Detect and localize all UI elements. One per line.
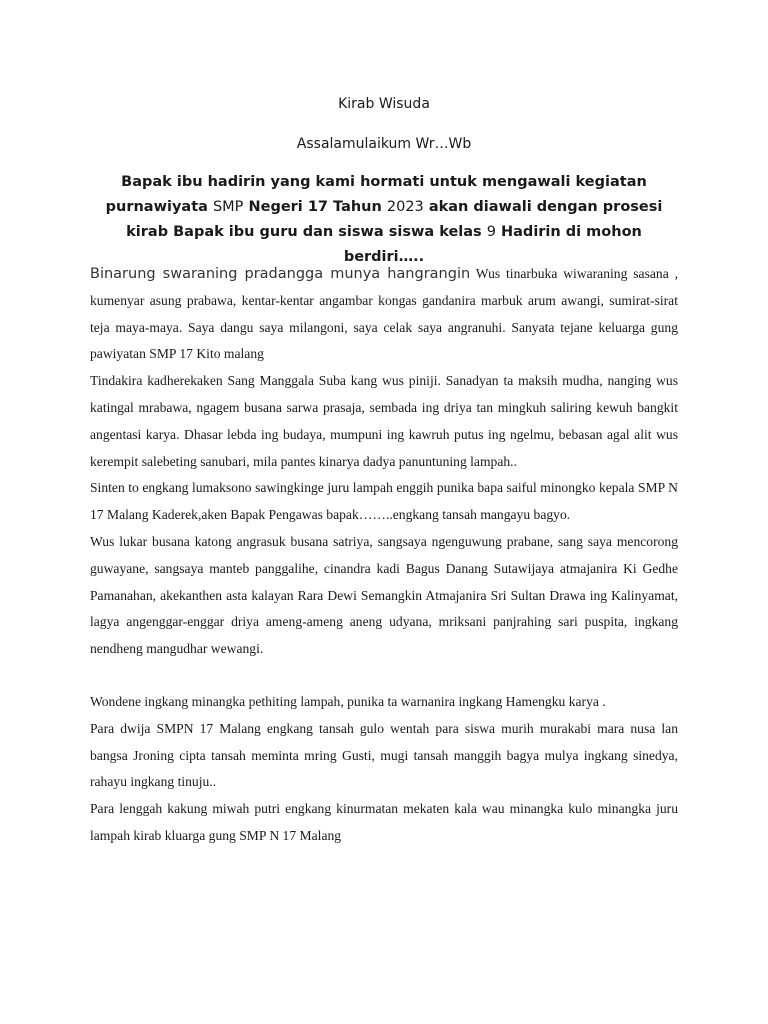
paragraph-1-text: Wus tinarbuka wiwaraning sasana , kumenyar asung prabawa, kentar-kentar angambar kongas gandanira marbuk arum awangi, sumirat-sirat teja maya-maya. Saya dangu saya milangoni, saya celak saya angranuhi. Sanyata tejane keluarga gung pawiyatan SMP 17 Kito malang xyxy=(90,266,678,362)
narration-body xyxy=(90,261,678,850)
document-title: Kirab Wisuda xyxy=(338,96,430,112)
greeting: Assalamulaikum Wr…Wb xyxy=(296,136,472,152)
intro-grade: 9 xyxy=(486,224,496,240)
paragraph-spacer xyxy=(90,663,678,689)
intro-text-3: akan diawali dengan prosesi kirab Bapak ibu guru dan siswa siswa kelas xyxy=(126,199,663,240)
intro-text-2: Negeri 17 Tahun xyxy=(243,199,387,215)
lead-phrase: Binarung swaraning pradangga munya hangrangin xyxy=(90,266,471,282)
intro-text-1: Bapak ibu hadirin yang kami hormati untuk mengawali kegiatan purnawiyata xyxy=(105,174,647,215)
intro-year: 2023 xyxy=(386,199,424,215)
paragraph-7: Para lenggah kakung miwah putri engkang kinurmatan mekaten kala wau minangka kulo minangka juru lampah kirab kluarga gung SMP N 17 Malang xyxy=(90,801,678,843)
paragraph-5: Wondene ingkang minangka pethiting lampah, punika ta warnanira ingkang Hamengku karya . xyxy=(90,693,606,709)
intro-paragraph xyxy=(86,170,682,270)
paragraph-1 xyxy=(90,261,678,368)
paragraph-4: Wus lukar busana katong angrasuk busana satriya, sangsaya ngenguwung prabane, sang saya mencorong guwayane, sangsaya manteb panggalihe, cinandra kadi Bagus Danang Sutawijaya atmajanira Ki Gedhe Pamanahan, akekanthen asta kalayan Rara Dewi Semangkin Atmajanira Sri Sultan Drawa ing Kalinyamat, lagya angenggar-enggar driya ameng-ameng aneng udyana, mriksani panjrahing sari puspita, ingkang nendheng mangudhar wewangi. xyxy=(90,533,678,657)
intro-smp: SMP xyxy=(212,199,244,215)
intro-text-4: Hadirin di mohon berdiri….. xyxy=(343,224,642,265)
paragraph-3: Sinten to engkang lumaksono sawingkinge juru lampah enggih punika bapa saiful minongko kepala SMP N 17 Malang Kaderek,aken Bapak Pengawas bapak……..engkang tansah mangayu bagyo. xyxy=(90,480,678,523)
paragraph-6: Para dwija SMPN 17 Malang engkang tansah gulo wentah para siswa murih murakabi mara nusa lan bangsa Jroning cipta tansah meminta mring Gusti, mugi tansah manggih bagya mulya ingkang sinedya, rahayu ingkang tinuju.. xyxy=(90,720,678,790)
paragraph-2: Tindakira kadherekaken Sang Manggala Suba kang wus piniji. Sanadyan ta maksih mudha, nanging wus katingal mrabawa, ngagem busana sarwa prasaja, sembada ing driya tan mingkuh saliring kewuh bangkit angentasi karya. Dhasar lebda ing budaya, mumpuni ing kawruh putus ing ngelmu, bebasan agal alit wus kerempit salebeting sanubari, mila pantes kinarya dadya panuntuning lampah.. xyxy=(90,373,678,469)
